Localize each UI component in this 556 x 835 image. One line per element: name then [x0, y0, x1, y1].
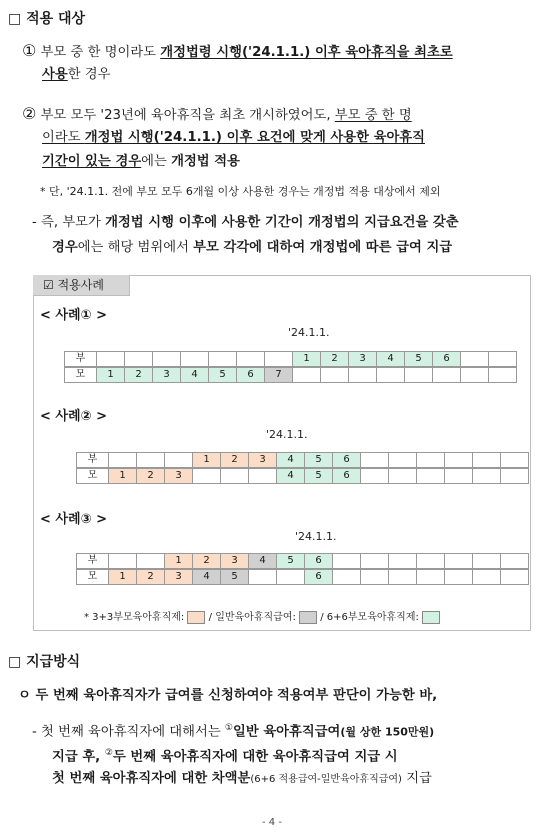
payment-bold-3: 첫 번째 육아휴직자에 대한 차액분	[52, 771, 251, 786]
dash-bold-2: 경우	[52, 240, 78, 255]
exception-note: * 단, '24.1.1. 전에 부모 모두 6개월 이상 사용한 경우는 개정법 적용 대상에서 제외	[40, 185, 441, 198]
payment-dash-line-2	[52, 743, 398, 767]
item-2-emphasis: 개정법 시행('24.1.1.) 이후 요건에 맞게 사용한 육아휴직	[84, 130, 425, 145]
legend-swatch-mint	[422, 611, 440, 624]
timeline-cell: 1	[292, 351, 321, 367]
case-2-date: '24.1.1.	[266, 428, 308, 441]
timeline-cell: 5	[304, 452, 333, 468]
payment-pre: - 첫 번째 육아휴직자에 대해서는	[32, 724, 225, 740]
row-label-father: 부	[64, 351, 97, 367]
timeline-cell	[416, 452, 445, 468]
timeline-cell	[432, 367, 461, 383]
timeline-cell	[472, 468, 501, 484]
legend-label-2: / 일반육아휴직급여:	[208, 612, 296, 623]
circled-number-2: ②	[22, 104, 37, 123]
timeline-cell: 2	[136, 468, 165, 484]
legend-swatch-peach	[187, 611, 205, 624]
timeline-cell: 2	[320, 351, 349, 367]
timeline-cell	[488, 367, 517, 383]
timeline-cell	[360, 553, 389, 569]
timeline-cell	[444, 452, 473, 468]
row-label-father: 부	[76, 553, 109, 569]
case-1-date: '24.1.1.	[288, 326, 330, 339]
timeline-cell: 5	[220, 569, 249, 585]
timeline-cell: 1	[108, 569, 137, 585]
timeline-cell	[136, 452, 165, 468]
payment-dash-line-1	[32, 718, 434, 742]
timeline-cell: 2	[136, 569, 165, 585]
timeline-cell: 3	[164, 468, 193, 484]
legend-label-1: * 3+3부모육아휴직제:	[84, 612, 185, 623]
case-1-label: < 사례① >	[40, 308, 107, 323]
timeline-cell	[124, 351, 153, 367]
timeline-cell	[444, 553, 473, 569]
timeline-cell: 3	[220, 553, 249, 569]
item-2-bold: 개정법 적용	[171, 154, 240, 169]
timeline-cell: 5	[404, 351, 433, 367]
timeline-cell	[180, 351, 209, 367]
timeline-cell: 6	[236, 367, 265, 383]
timeline-cell	[416, 553, 445, 569]
payment-tail: 지급	[401, 771, 432, 786]
timeline-cell	[276, 569, 305, 585]
dash-line-2	[52, 237, 452, 258]
timeline-cell	[108, 452, 137, 468]
timeline-cell	[208, 351, 237, 367]
timeline-cell	[388, 553, 417, 569]
section-title-target	[8, 8, 85, 28]
dash-bold-3: 부모 각각에 대하여 개정법에 따른 급여 지급	[193, 240, 453, 255]
timeline-cell	[500, 452, 529, 468]
section-title-text-2: 지급방식	[26, 654, 81, 670]
row-label-father: 부	[76, 452, 109, 468]
timeline-cell	[388, 468, 417, 484]
timeline-cell	[220, 468, 249, 484]
timeline-cell	[360, 452, 389, 468]
timeline-cell: 5	[276, 553, 305, 569]
timeline-cell: 1	[108, 468, 137, 484]
timeline-cell: 1	[192, 452, 221, 468]
payment-bullet: ㅇ 두 번째 육아휴직자가 급여를 신청하여야 적용여부 판단이 가능한 바,	[18, 688, 438, 703]
timeline-cell	[460, 367, 489, 383]
timeline-cell	[488, 351, 517, 367]
timeline-cell	[360, 569, 389, 585]
timeline-cell	[136, 553, 165, 569]
timeline-cell	[152, 351, 181, 367]
timeline-cell	[404, 367, 433, 383]
timeline-cell	[108, 553, 137, 569]
item-2-underline-2: 이라도	[42, 130, 85, 145]
timeline-cell: 4	[180, 367, 209, 383]
timeline-cell	[500, 468, 529, 484]
payment-cap: (월 상한 150만원)	[340, 725, 435, 739]
timeline-cell: 2	[192, 553, 221, 569]
examples-title: ☑ 적용사례	[33, 275, 130, 296]
timeline-cell	[332, 553, 361, 569]
timeline-cell	[332, 569, 361, 585]
legend-swatch-gray	[299, 611, 317, 624]
timeline-cell	[388, 569, 417, 585]
timeline-cell	[164, 452, 193, 468]
circled-number-1: ①	[22, 41, 37, 60]
timeline-cell	[500, 569, 529, 585]
timeline-cell: 3	[348, 351, 377, 367]
timeline-cell: 4	[276, 452, 305, 468]
timeline-cell: 1	[164, 553, 193, 569]
timeline-cell	[292, 367, 321, 383]
item-2-line-2	[42, 127, 425, 148]
timeline-cell: 4	[248, 553, 277, 569]
timeline-cell	[348, 367, 377, 383]
item-2-line-1	[22, 103, 412, 126]
timeline-cell	[500, 553, 529, 569]
dash-mid: 에는 해당 범위에서	[77, 240, 194, 255]
timeline-cell: 3	[152, 367, 181, 383]
dash-pre: - 즉, 부모가	[32, 215, 106, 230]
sup-2: ②	[104, 748, 113, 758]
timeline-cell: 4	[192, 569, 221, 585]
timeline-cell: 4	[376, 351, 405, 367]
timeline-cell	[472, 553, 501, 569]
timeline-cell	[444, 569, 473, 585]
timeline-cell	[416, 569, 445, 585]
timeline-cell	[460, 351, 489, 367]
timeline-cell	[416, 468, 445, 484]
checkbox-icon: □	[8, 11, 22, 27]
timeline-cell	[248, 468, 277, 484]
timeline-cell: 5	[208, 367, 237, 383]
section-title-payment	[8, 651, 80, 671]
row-label-mother: 모	[76, 468, 109, 484]
item-2-emphasis-2: 기간이 있는 경우	[42, 154, 142, 169]
timeline-cell: 3	[248, 452, 277, 468]
timeline-cell: 4	[276, 468, 305, 484]
item-1-text: 부모 중 한 명이라도	[40, 45, 161, 60]
timeline-cell: 7	[264, 367, 293, 383]
item-2-mid: 에는	[141, 154, 172, 169]
timeline-cell: 6	[332, 468, 361, 484]
item-2-text-1: 부모 모두 '23년에 육아휴직을 최초 개시하였어도,	[40, 108, 335, 123]
item-1-line-2	[42, 64, 110, 85]
legend-label-3: / 6+6부모육아휴직제:	[320, 612, 419, 623]
payment-dash-line-3	[52, 768, 432, 790]
payment-small: (6+6 적용급여-일반육아휴직급여)	[250, 774, 402, 785]
item-2-line-3	[42, 151, 240, 172]
timeline-cell	[192, 468, 221, 484]
timeline-cell: 2	[220, 452, 249, 468]
sup-1: ①	[224, 723, 233, 733]
case-3-label: < 사례③ >	[40, 512, 107, 527]
case-2-label: < 사례② >	[40, 409, 107, 424]
item-1-emphasis-2: 사용	[42, 67, 68, 82]
item-2-underline-1: 부모 중 한 명	[334, 108, 412, 123]
case-3-date: '24.1.1.	[295, 530, 337, 543]
timeline-cell: 6	[432, 351, 461, 367]
timeline-cell: 3	[164, 569, 193, 585]
timeline-cell: 2	[124, 367, 153, 383]
timeline-cell	[320, 367, 349, 383]
timeline-cell	[96, 351, 125, 367]
row-label-mother: 모	[64, 367, 97, 383]
timeline-cell: 6	[332, 452, 361, 468]
dash-line-1	[32, 212, 459, 233]
timeline-cell: 6	[304, 553, 333, 569]
row-label-mother: 모	[76, 569, 109, 585]
item-1-emphasis: 개정법령 시행('24.1.1.) 이후 육아휴직을 최초로	[160, 45, 453, 60]
checkbox-icon-2: □	[8, 654, 22, 670]
payment-bold-1: 일반 육아휴직급여	[233, 724, 341, 740]
timeline-cell	[264, 351, 293, 367]
item-1-line-1	[22, 40, 453, 63]
timeline-cell	[444, 468, 473, 484]
timeline-cell: 1	[96, 367, 125, 383]
timeline-cell	[388, 452, 417, 468]
timeline-cell	[376, 367, 405, 383]
page-number: - 4 -	[262, 817, 282, 828]
timeline-cell	[248, 569, 277, 585]
timeline-cell: 6	[304, 569, 333, 585]
timeline-cell	[360, 468, 389, 484]
timeline-cell	[472, 452, 501, 468]
legend	[84, 608, 440, 624]
timeline-cell: 5	[304, 468, 333, 484]
timeline-cell	[236, 351, 265, 367]
dash-bold-1: 개정법 시행 이후에 사용한 기간이 개정법의 지급요건을 갖춘	[105, 215, 459, 230]
payment-pre-2: 지급 후,	[52, 749, 105, 765]
timeline-cell	[472, 569, 501, 585]
payment-bold-2: 두 번째 육아휴직자에 대한 육아휴직급여 지급 시	[112, 749, 398, 765]
section-title-text: 적용 대상	[26, 11, 86, 27]
item-1-tail: 한 경우	[67, 67, 111, 82]
